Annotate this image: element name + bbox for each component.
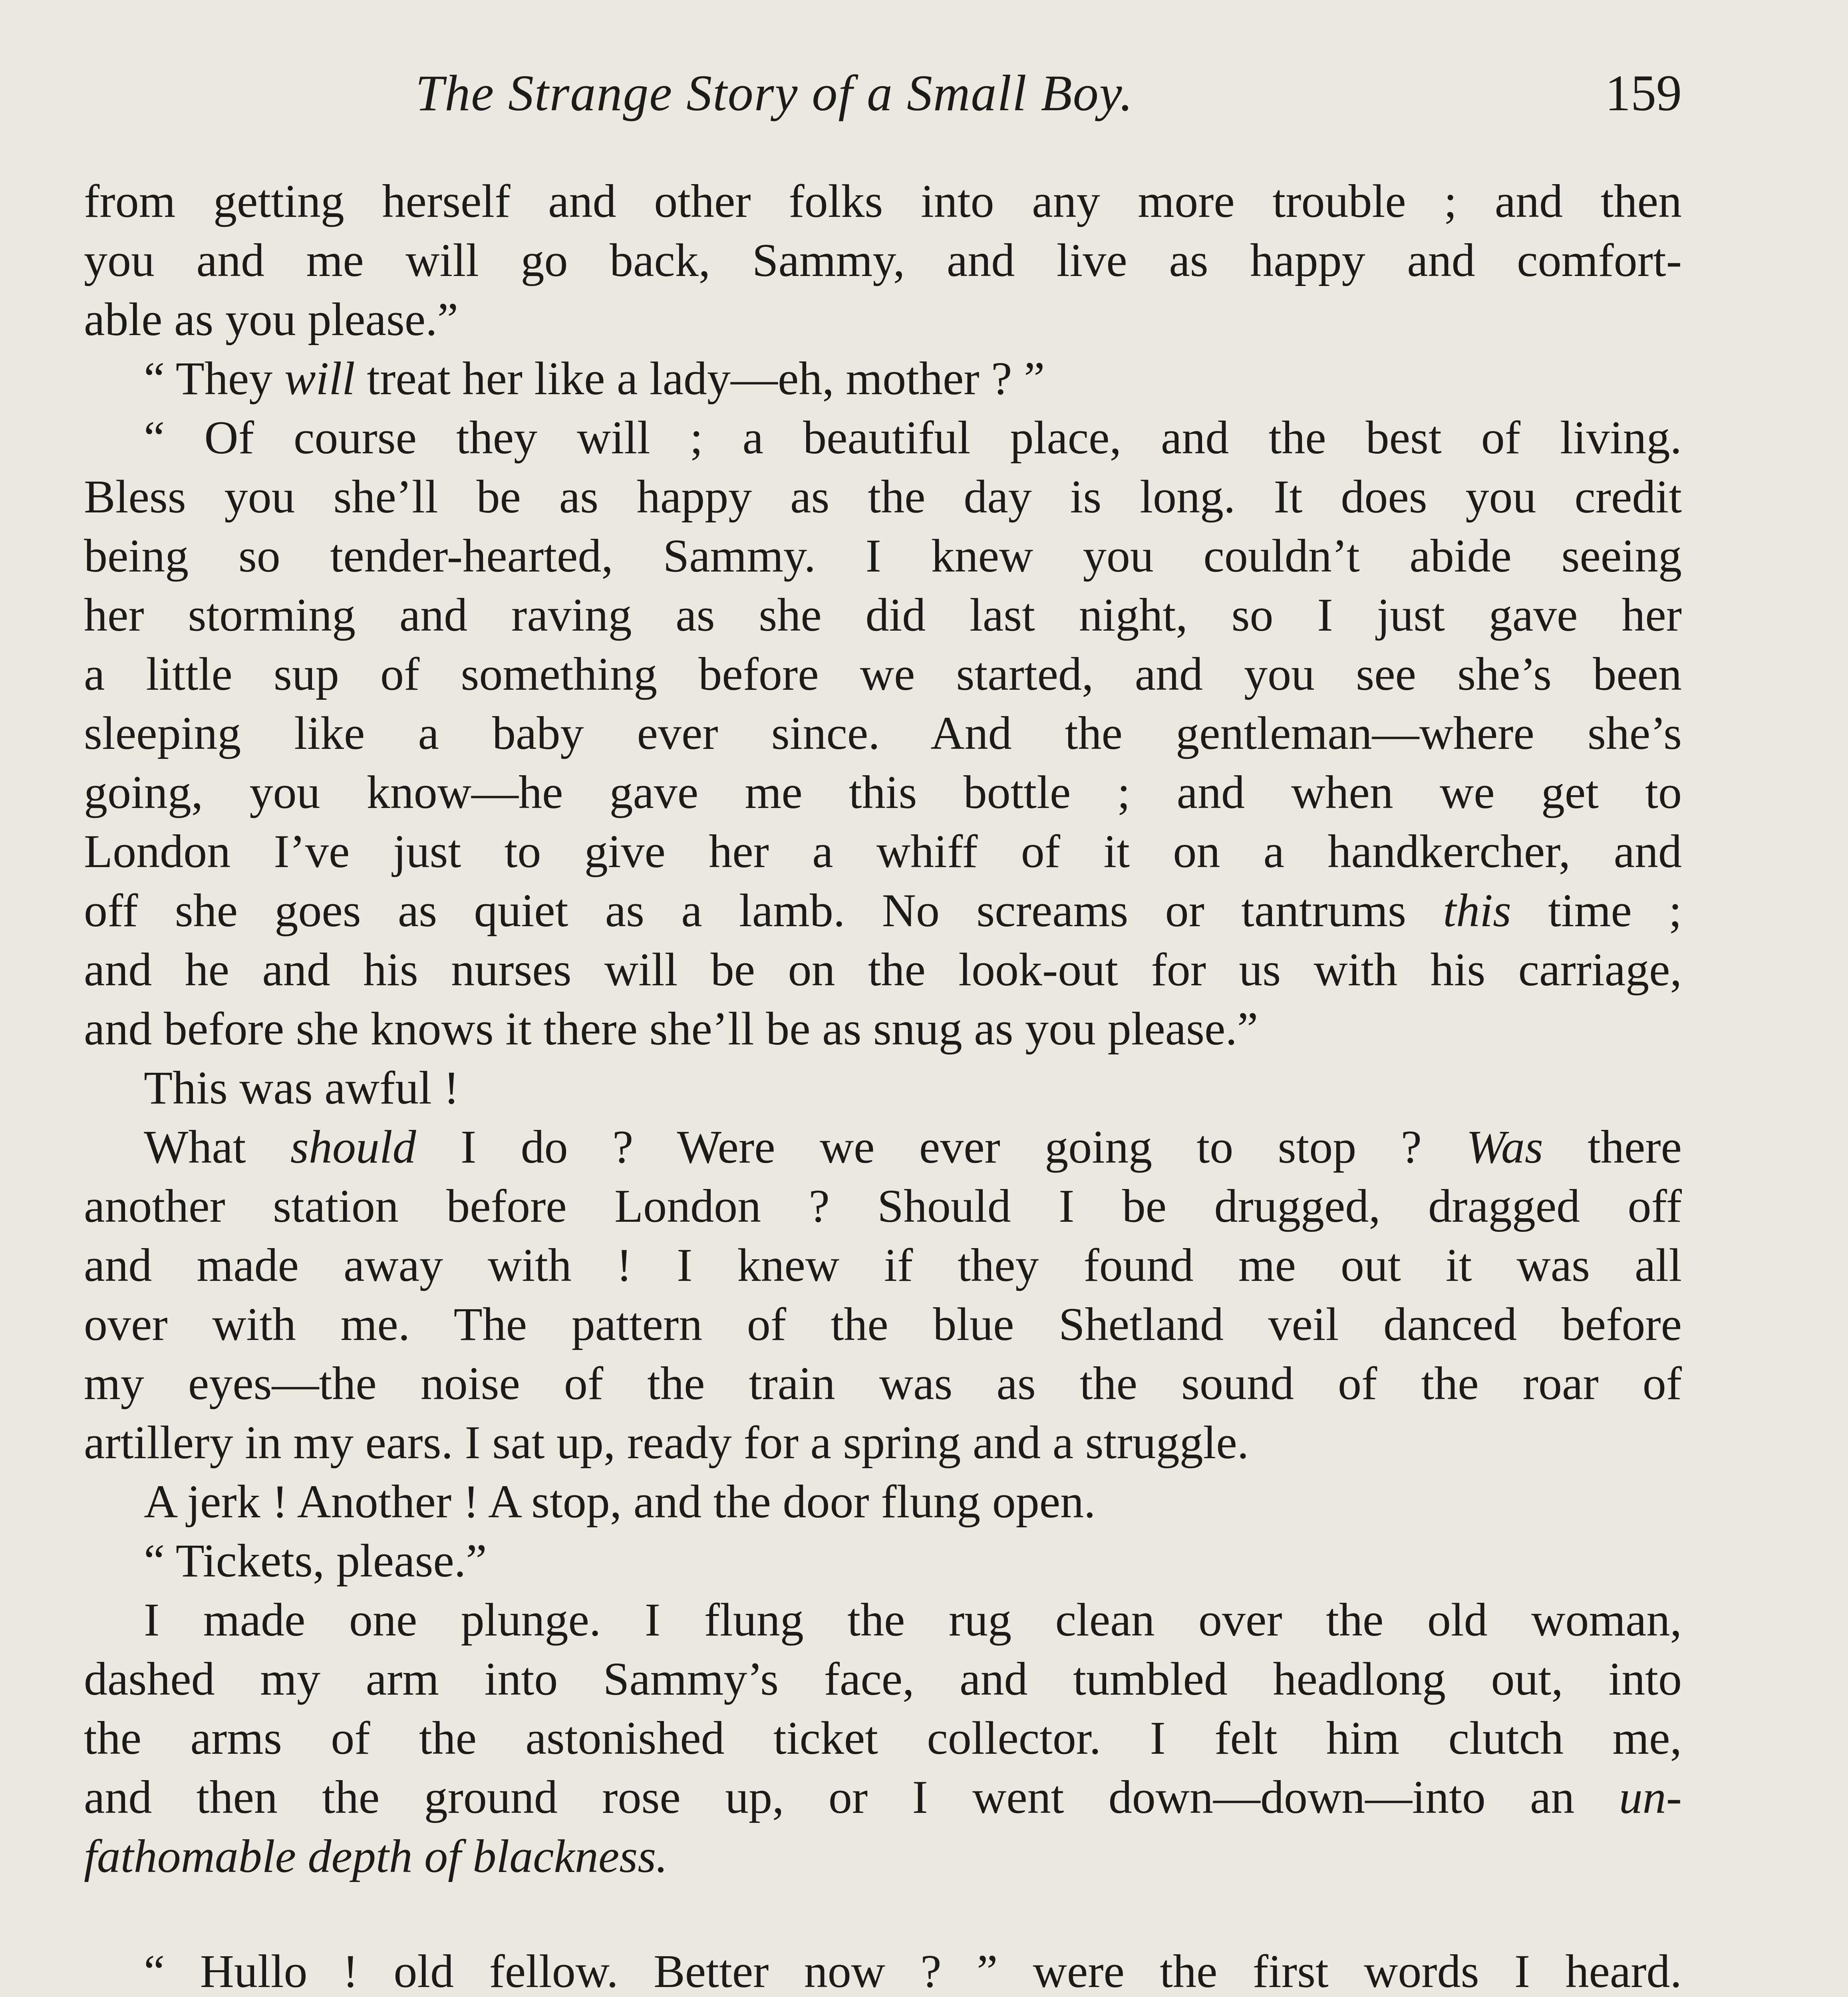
text-line: from getting herself and other folks into any more trouble ; and then <box>84 175 1682 227</box>
text-line: the arms of the astonished ticket collector. I felt him clutch me, <box>84 1712 1682 1764</box>
text-line: fathomable depth of blackness. <box>84 1830 668 1882</box>
text-line: This was awful ! <box>144 1062 459 1114</box>
text-line: What should I do ? Were we ever going to stop ? Was there <box>144 1121 1682 1173</box>
text-line: off she goes as quiet as a lamb. No screams or tantrums this time ; <box>84 884 1682 937</box>
text-line: and before she knows it there she’ll be as snug as you please.” <box>84 1002 1258 1055</box>
text-line: and he and his nurses will be on the look-out for us with his carriage, <box>84 943 1682 996</box>
text-line: “ Tickets, please.” <box>144 1534 487 1587</box>
text-line: and then the ground rose up, or I went down—down—into an un- <box>84 1771 1682 1823</box>
text-line: artillery in my ears. I sat up, ready for a spring and a struggle. <box>84 1416 1249 1469</box>
page-header <box>84 48 1682 128</box>
text-line: you and me will go back, Sammy, and live as happy and comfort- <box>84 234 1682 286</box>
text-line: over with me. The pattern of the blue Shetland veil danced before <box>84 1298 1682 1350</box>
text-line: being so tender-hearted, Sammy. I knew you couldn’t abide seeing <box>84 530 1682 582</box>
text-line: A jerk ! Another ! A stop, and the door flung open. <box>144 1475 1096 1528</box>
text-line: dashed my arm into Sammy’s face, and tumbled headlong out, into <box>84 1653 1682 1705</box>
text-line: another station before London ? Should I be drugged, dragged off <box>84 1180 1682 1232</box>
text-line: Bless you she’ll be as happy as the day is long. It does you credit <box>84 470 1682 523</box>
text-line: “ They will treat her like a lady—eh, mother ? ” <box>144 352 1045 405</box>
running-title: The Strange Story of a Small Boy. <box>415 65 1134 121</box>
text-line: sleeping like a baby ever since. And the gentleman—where she’s <box>84 707 1682 759</box>
body-text <box>84 172 1682 1997</box>
text-line: London I’ve just to give her a whiff of it on a handkercher, and <box>84 825 1682 877</box>
text-line: able as you please.” <box>84 293 459 345</box>
text-line: and made away with ! I knew if they found me out it was all <box>84 1239 1682 1291</box>
text-line: going, you know—he gave me this bottle ; and when we get to <box>84 766 1682 818</box>
text-line: I made one plunge. I flung the rug clean over the old woman, <box>144 1594 1682 1646</box>
page-number: 159 <box>1605 65 1682 121</box>
text-line: her storming and raving as she did last night, so I just gave her <box>84 589 1682 641</box>
text-line: my eyes—the noise of the train was as the sound of the roar of <box>84 1357 1682 1409</box>
text-line: “ Of course they will ; a beautiful place, and the best of living. <box>144 411 1682 464</box>
text-line: “ Hullo ! old fellow. Better now ? ” were the first words I heard. <box>144 1945 1682 1997</box>
text-line: a little sup of something before we started, and you see she’s been <box>84 648 1682 700</box>
section-break <box>84 1886 1682 1942</box>
